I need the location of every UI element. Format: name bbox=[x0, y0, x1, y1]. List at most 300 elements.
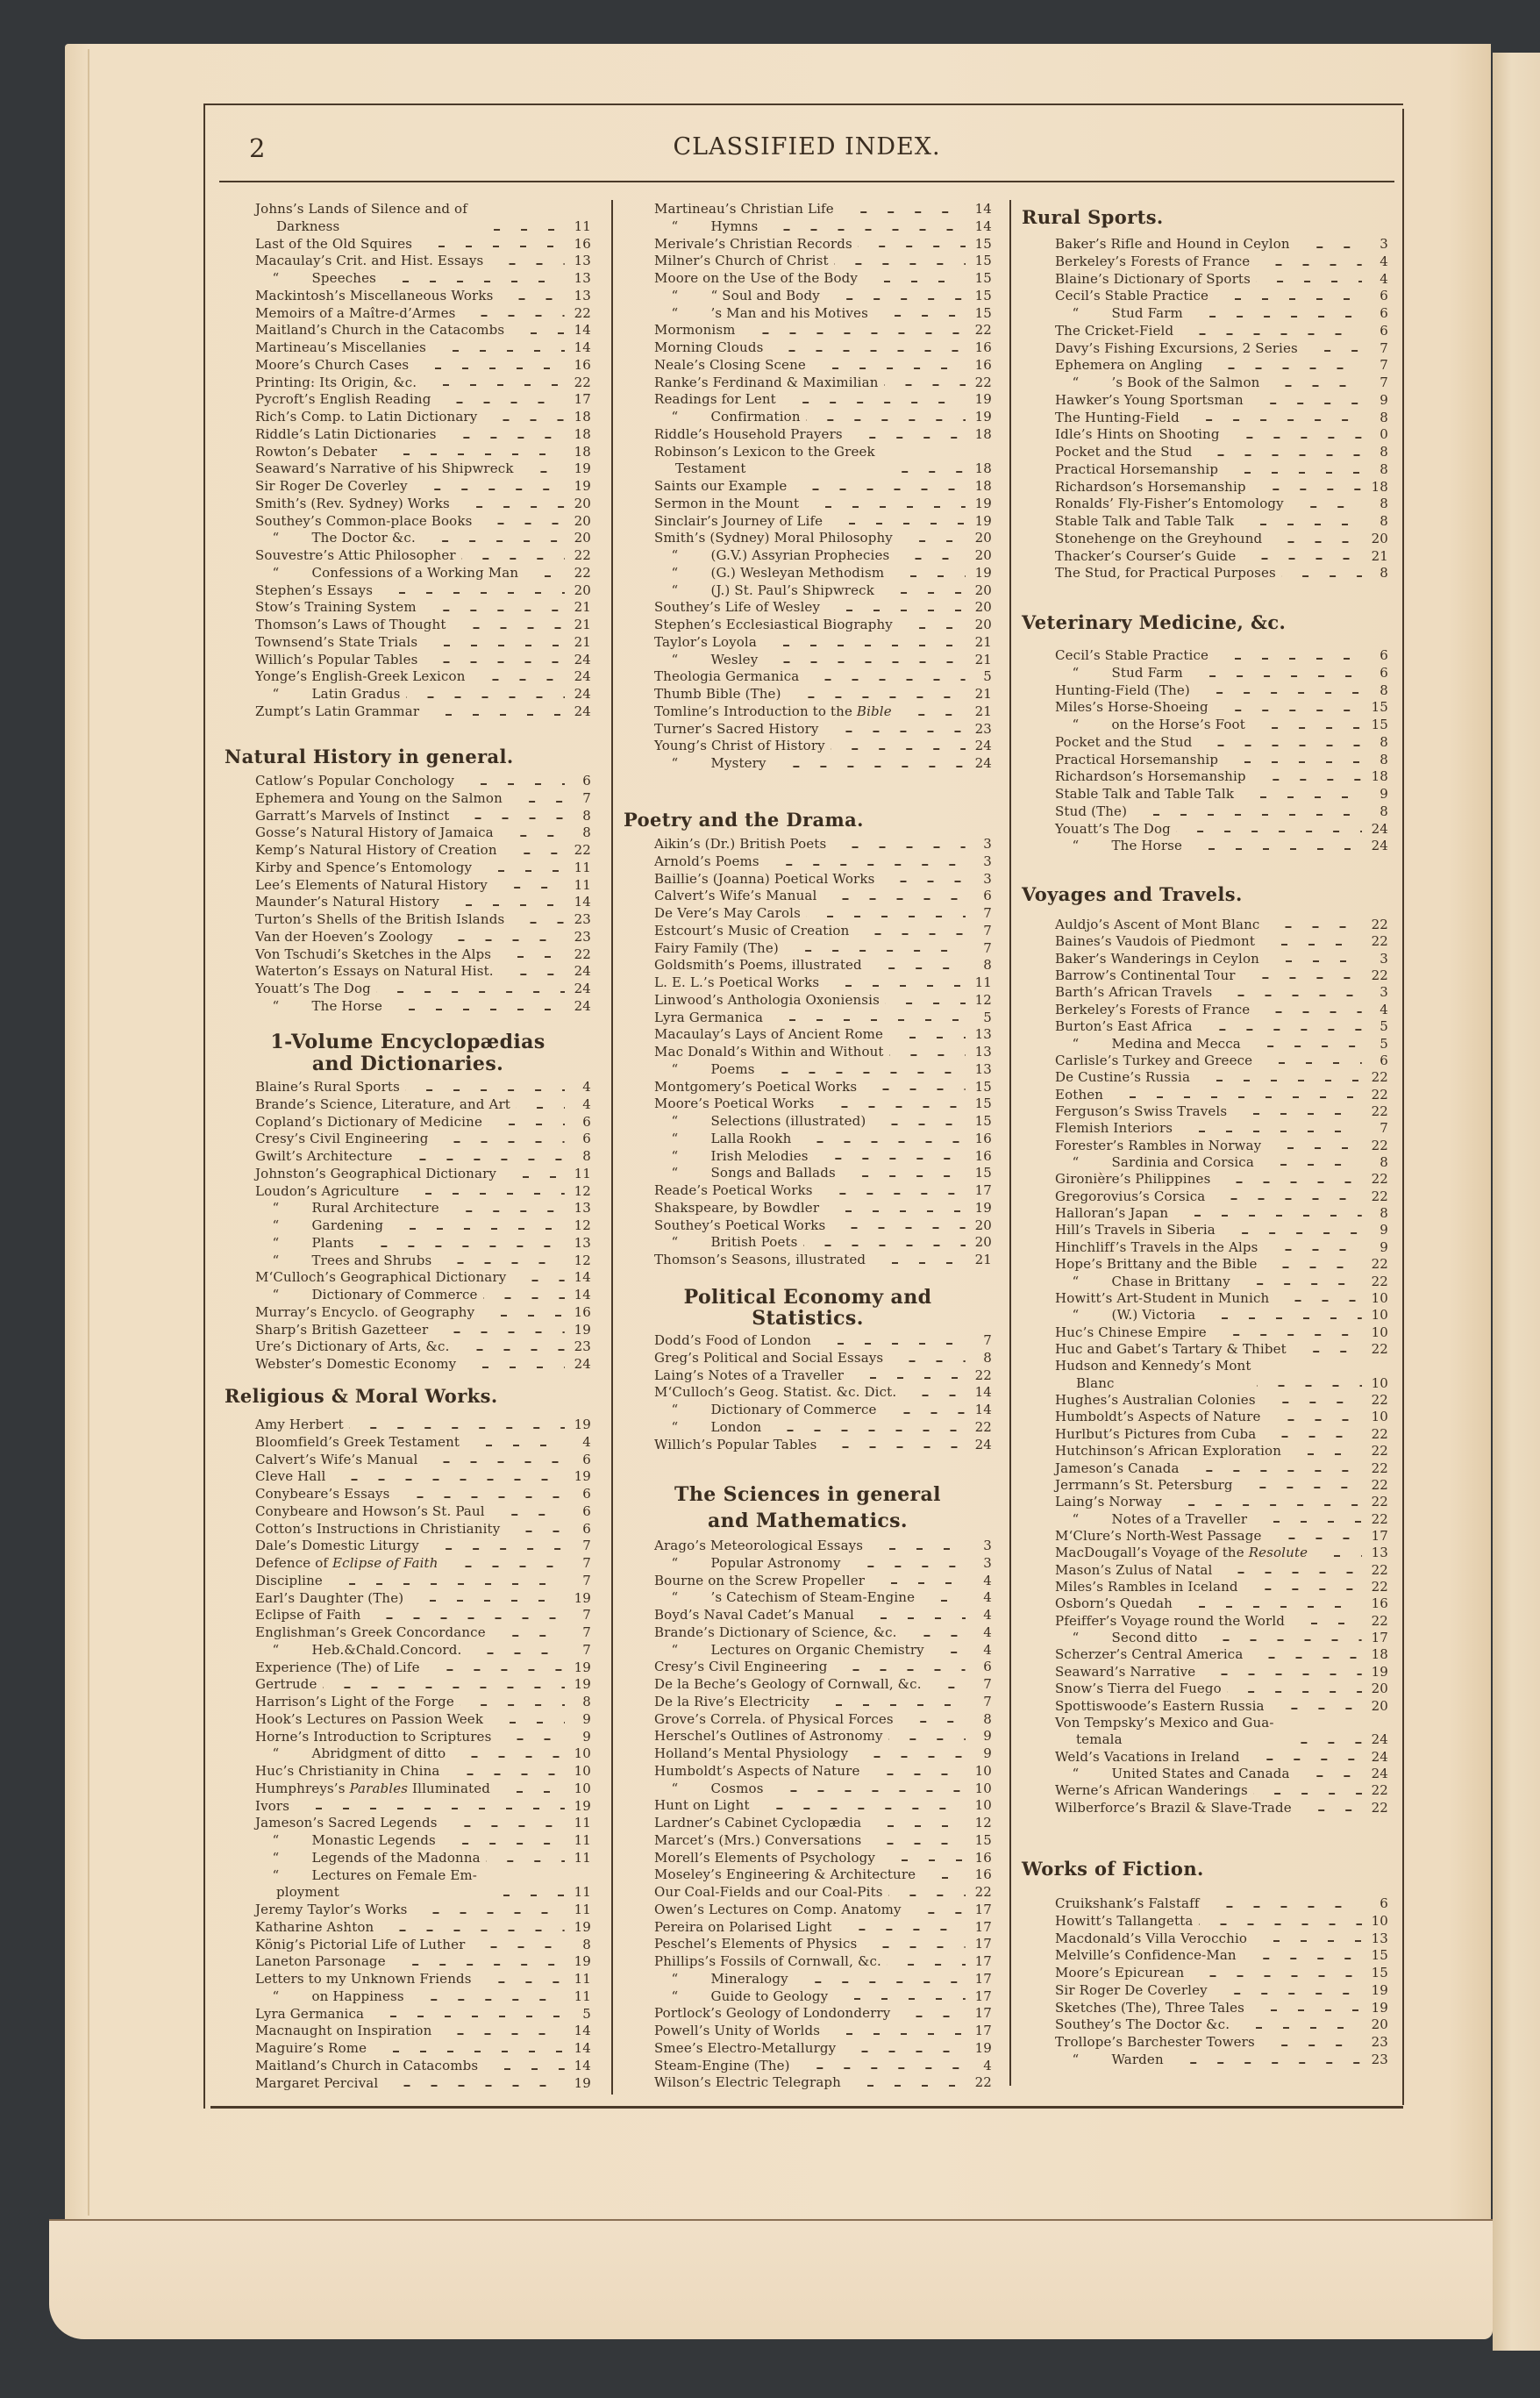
index-entry bbox=[654, 253, 992, 270]
entry-title-text: Medina and Mecca bbox=[1111, 1035, 1241, 1052]
entry-title-text: Sinclair’s Journey of Life bbox=[654, 512, 823, 529]
entry-title bbox=[654, 1079, 857, 1096]
entry-title bbox=[255, 357, 409, 375]
entry-title bbox=[654, 1728, 883, 1745]
entry-title bbox=[654, 582, 874, 600]
entry-title bbox=[654, 253, 829, 270]
index-entry bbox=[255, 1745, 591, 1763]
dot-leader bbox=[811, 368, 966, 369]
entry-title bbox=[255, 1183, 399, 1201]
entry-title-text: De Vere’s May Carols bbox=[654, 905, 801, 921]
entry-title bbox=[255, 1763, 440, 1781]
entry-title-text: Eothen bbox=[1055, 1086, 1104, 1103]
page-reference: 10 bbox=[974, 1762, 992, 1779]
index-entry bbox=[1055, 647, 1388, 665]
index-entry bbox=[654, 703, 992, 721]
ditto-mark: “ bbox=[671, 1418, 679, 1435]
ditto-mark: “ bbox=[671, 218, 679, 234]
entry-title bbox=[255, 2023, 431, 2040]
entry-title-text: Popular Astronomy bbox=[710, 1554, 841, 1571]
index-entry bbox=[255, 860, 591, 877]
entry-title-text: Marcet’s (Mrs.) Conversations bbox=[654, 1831, 862, 1848]
entry-title bbox=[1055, 1528, 1262, 1545]
next-page-edge bbox=[1493, 53, 1540, 2351]
dot-leader bbox=[1225, 437, 1362, 439]
index-entry bbox=[1055, 565, 1388, 582]
page-reference: 11 bbox=[574, 876, 591, 893]
index-entry bbox=[654, 1607, 992, 1624]
index-entry bbox=[1055, 768, 1388, 786]
entry-title bbox=[1055, 565, 1276, 582]
page-reference: 8 bbox=[1380, 803, 1388, 819]
index-entry bbox=[654, 940, 992, 958]
dot-leader bbox=[831, 846, 966, 848]
entry-title-text: Ephemera on Angling bbox=[1055, 357, 1203, 374]
page-reference: 13 bbox=[974, 1060, 992, 1077]
page-reference: 20 bbox=[1371, 2016, 1388, 2033]
entry-title bbox=[255, 288, 493, 305]
dot-leader bbox=[482, 419, 565, 421]
page-reference: 13 bbox=[574, 253, 591, 269]
dot-leader bbox=[524, 575, 565, 577]
index-entry bbox=[654, 201, 992, 218]
entry-title bbox=[654, 2074, 841, 2092]
dot-leader bbox=[862, 1088, 966, 1090]
entry-title bbox=[654, 1676, 922, 1694]
entry-title bbox=[654, 1624, 897, 1642]
index-entry bbox=[255, 547, 591, 565]
entry-title-text: Hawker’s Young Sportsman bbox=[1055, 391, 1244, 408]
dot-leader bbox=[409, 1600, 565, 1602]
page-reference: 22 bbox=[1371, 1510, 1388, 1527]
dot-leader bbox=[768, 350, 966, 352]
page-reference: 21 bbox=[974, 686, 992, 702]
entry-title bbox=[1055, 1715, 1274, 1749]
page-reference: 9 bbox=[983, 1745, 992, 1761]
page-reference: 8 bbox=[1380, 565, 1388, 582]
entry-title-text: Sir Roger De Coverley bbox=[255, 478, 408, 494]
index-entry bbox=[1055, 1545, 1388, 1561]
dot-leader bbox=[488, 263, 565, 265]
entry-title-text: The Cricket-Field bbox=[1055, 322, 1174, 339]
index-entry bbox=[654, 2005, 992, 2023]
dot-leader bbox=[888, 1360, 966, 1362]
dot-leader bbox=[516, 1107, 565, 1109]
dot-leader bbox=[816, 1343, 966, 1345]
dot-leader bbox=[438, 939, 565, 941]
dot-leader bbox=[820, 1106, 966, 1108]
section-heading: Rural Sports. bbox=[1022, 206, 1164, 228]
page-reference: 14 bbox=[974, 218, 992, 234]
entry-title-text: Notes of a Traveller bbox=[1111, 1510, 1248, 1527]
index-entry bbox=[654, 1402, 992, 1419]
entry-title-text: Hunt on Light bbox=[654, 1797, 750, 1814]
entry-title-text: Pycroft’s English Reading bbox=[255, 391, 431, 408]
dot-leader bbox=[1259, 1164, 1362, 1166]
entry-title bbox=[1055, 1443, 1281, 1459]
page-reference: 8 bbox=[582, 1148, 591, 1164]
entry-title-text: Arago’s Meteorological Essays bbox=[654, 1538, 864, 1553]
dot-leader bbox=[1262, 1267, 1362, 1268]
page-reference: 7 bbox=[983, 905, 992, 921]
entry-title bbox=[1055, 967, 1236, 984]
dot-leader bbox=[508, 801, 565, 803]
dot-leader bbox=[1132, 814, 1362, 816]
entry-title-text: MacDougall’s Voyage of the Resolute bbox=[1055, 1545, 1308, 1561]
page-reference: 8 bbox=[1380, 751, 1388, 767]
entry-title bbox=[255, 790, 503, 808]
entry-title bbox=[1055, 1205, 1168, 1222]
page-reference: 12 bbox=[974, 1815, 992, 1831]
dot-leader bbox=[841, 2051, 966, 2052]
index-entry bbox=[654, 478, 992, 496]
dot-leader bbox=[1267, 541, 1362, 543]
dot-leader bbox=[455, 506, 565, 508]
entry-title bbox=[1055, 1036, 1241, 1053]
entry-title-text: Hudson and Kennedy’s Mont Blanc bbox=[1055, 1358, 1251, 1391]
dot-leader bbox=[1169, 2062, 1362, 2064]
entry-title bbox=[255, 1676, 317, 1694]
page-reference: 22 bbox=[1371, 1561, 1388, 1578]
entry-title-text: Smith’s (Rev. Sydney) Works bbox=[255, 495, 450, 511]
dot-leader bbox=[381, 281, 565, 282]
entry-title bbox=[1055, 496, 1284, 513]
page-reference: 7 bbox=[582, 789, 591, 806]
entry-title bbox=[1055, 917, 1259, 933]
page-reference: 24 bbox=[974, 738, 992, 754]
section-heading: Religious & Moral Works. bbox=[225, 1385, 498, 1407]
entry-title-text: Ronalds’ Fly-Fisher’s Entomology bbox=[1055, 496, 1284, 512]
entry-title-text: Sketches (The), Three Tales bbox=[1055, 1999, 1245, 2016]
dot-leader bbox=[505, 1531, 565, 1532]
entry-title-text: Gertrude bbox=[255, 1676, 317, 1693]
page-reference: 13 bbox=[1371, 1545, 1388, 1561]
index-entry bbox=[654, 2040, 992, 2058]
page-reference: 23 bbox=[1371, 2034, 1388, 2050]
index-entry bbox=[654, 1555, 992, 1573]
dot-leader bbox=[1173, 1215, 1362, 1217]
page-reference: 15 bbox=[974, 287, 992, 303]
entry-title-text: Gwilt’s Architecture bbox=[255, 1148, 393, 1164]
page-reference: 14 bbox=[574, 1269, 591, 1286]
entry-title bbox=[255, 1079, 400, 1096]
entry-title bbox=[255, 1729, 491, 1746]
page-reference: 7 bbox=[582, 1624, 591, 1640]
dot-leader bbox=[1313, 1555, 1362, 1557]
entry-title bbox=[654, 236, 852, 253]
page-reference: 8 bbox=[983, 1710, 992, 1727]
index-entry bbox=[654, 599, 992, 617]
page-reference: 19 bbox=[574, 1589, 591, 1606]
page-reference: 17 bbox=[974, 1953, 992, 1969]
page-reference: 13 bbox=[1371, 1930, 1388, 1946]
page-reference: 15 bbox=[974, 1113, 992, 1129]
index-entry bbox=[1055, 513, 1388, 531]
page-reference: 11 bbox=[574, 1849, 591, 1866]
entry-title bbox=[255, 1971, 472, 1988]
entry-title-text: Ivors bbox=[255, 1797, 290, 1814]
entry-title bbox=[1055, 803, 1127, 821]
entry-title bbox=[1055, 768, 1246, 786]
index-entry bbox=[255, 1304, 591, 1322]
index-entry bbox=[654, 1165, 992, 1182]
entry-title bbox=[654, 1131, 791, 1148]
index-entry bbox=[1055, 786, 1388, 803]
entry-title-text: Wesley bbox=[710, 651, 759, 667]
ditto-mark: “ bbox=[272, 1745, 280, 1762]
index-entry bbox=[1055, 1715, 1388, 1749]
index-entry bbox=[1055, 1646, 1388, 1663]
entry-title bbox=[255, 2058, 478, 2075]
page-reference: 17 bbox=[1371, 1527, 1388, 1544]
ditto-mark: “ bbox=[272, 270, 280, 286]
index-entry bbox=[654, 444, 992, 479]
page-reference: 19 bbox=[1371, 1663, 1388, 1680]
dot-leader bbox=[1289, 506, 1362, 508]
dot-leader bbox=[423, 1461, 565, 1463]
index-entry bbox=[1055, 665, 1388, 682]
entry-title-text: Phillips’s Fossils of Cornwall, &c. bbox=[654, 1953, 881, 1969]
entry-title bbox=[255, 981, 371, 998]
index-entry bbox=[255, 1937, 591, 1954]
ditto-mark: “ bbox=[671, 755, 679, 771]
entry-title bbox=[255, 1953, 386, 1971]
entry-title bbox=[255, 1356, 456, 1374]
entry-title bbox=[1055, 1947, 1237, 1965]
entry-title-text: Practical Horsemanship bbox=[1055, 460, 1219, 477]
entry-title bbox=[654, 1919, 832, 1937]
index-entry bbox=[255, 1356, 591, 1374]
index-entry bbox=[255, 1729, 591, 1746]
page-reference: 14 bbox=[574, 894, 591, 910]
index-entry bbox=[255, 1867, 591, 1902]
entry-title-text: Thomson’s Laws of Thought bbox=[255, 617, 446, 632]
dot-leader bbox=[898, 627, 966, 629]
entry-title-text: Brande’s Science, Literature, and Art bbox=[255, 1096, 510, 1112]
page-reference: 23 bbox=[574, 911, 591, 927]
ditto-mark: “ bbox=[1072, 1154, 1080, 1171]
dot-leader bbox=[1223, 472, 1362, 474]
index-entry bbox=[1055, 1494, 1388, 1510]
entry-title-text: Calvert’s Wife’s Manual bbox=[255, 1451, 418, 1467]
entry-title-text: Mormonism bbox=[654, 322, 736, 339]
entry-title-text: Stable Talk and Table Talk bbox=[1055, 513, 1235, 529]
entry-title-text: Our Coal-Fields and our Coal-Pits bbox=[654, 1884, 883, 1900]
entry-title-text: Mackintosh’s Miscellaneous Works bbox=[255, 287, 494, 303]
ditto-mark: “ bbox=[272, 1252, 280, 1268]
page-reference: 15 bbox=[1371, 1965, 1388, 1980]
index-entry bbox=[654, 1711, 992, 1729]
index-entry bbox=[255, 652, 591, 669]
entry-title bbox=[654, 1217, 825, 1235]
index-entry bbox=[1055, 1002, 1388, 1018]
entry-title-text: Howitt’s Art-Student in Munich bbox=[1055, 1289, 1270, 1306]
page-reference: 20 bbox=[974, 599, 992, 616]
dot-leader bbox=[1189, 1975, 1362, 1977]
dot-leader bbox=[822, 898, 966, 900]
dot-leader bbox=[433, 1141, 565, 1143]
dot-leader bbox=[1239, 524, 1362, 525]
dot-leader bbox=[1270, 1708, 1362, 1709]
index-entry bbox=[1055, 288, 1388, 305]
entry-title bbox=[654, 1182, 813, 1200]
page-reference: 6 bbox=[582, 1113, 591, 1130]
index-entry bbox=[654, 1148, 992, 1166]
dot-leader bbox=[1246, 1046, 1362, 1047]
index-entry bbox=[255, 1131, 591, 1148]
index-entry bbox=[1055, 1103, 1388, 1120]
dot-leader bbox=[867, 967, 966, 969]
entry-title-text: Turton’s Shells of the British Islands bbox=[255, 911, 505, 927]
page-reference: 23 bbox=[974, 720, 992, 737]
entry-title bbox=[654, 1165, 836, 1182]
index-entry bbox=[654, 1936, 992, 1953]
index-entry bbox=[255, 842, 591, 860]
dot-leader bbox=[498, 298, 565, 300]
entry-title-text: Howitt’s Tallangetta bbox=[1055, 1912, 1194, 1929]
entry-title bbox=[1055, 1698, 1265, 1715]
dot-leader bbox=[884, 384, 966, 386]
entry-title-text: Waterton’s Essays on Natural Hist. bbox=[255, 963, 494, 980]
page-reference: 19 bbox=[974, 512, 992, 529]
index-entry bbox=[654, 1919, 992, 1937]
entry-title bbox=[654, 1745, 848, 1763]
index-entry bbox=[1055, 236, 1388, 253]
entry-title bbox=[255, 1253, 431, 1270]
entry-title-text: Sardinia and Corsica bbox=[1111, 1154, 1254, 1171]
entry-title-text: Mac Donald’s Within and Without bbox=[654, 1044, 884, 1060]
entry-title-text: M‘Clure’s North-West Passage bbox=[1055, 1527, 1262, 1544]
entry-title bbox=[255, 409, 477, 426]
page-reference: 16 bbox=[974, 1866, 992, 1883]
entry-title-text: Thumb Bible (The) bbox=[654, 686, 781, 702]
entry-title-text: Willich’s Popular Tables bbox=[654, 1436, 817, 1452]
dot-leader bbox=[328, 1583, 565, 1585]
dot-leader bbox=[1241, 977, 1362, 979]
entry-title-text: Van der Hoeven’s Zoology bbox=[255, 928, 433, 945]
dot-leader bbox=[1199, 1923, 1363, 1925]
index-entry bbox=[1055, 1307, 1388, 1324]
dot-leader bbox=[477, 1981, 565, 1983]
page-reference: 18 bbox=[1371, 1646, 1388, 1663]
entry-title-text: Margaret Percival bbox=[255, 2074, 379, 2091]
dot-leader bbox=[470, 1946, 565, 1948]
index-entry bbox=[1055, 1511, 1388, 1528]
page-reference: 7 bbox=[582, 1607, 591, 1624]
index-entry bbox=[1055, 1595, 1388, 1612]
ditto-mark: “ bbox=[671, 409, 679, 425]
index-entry bbox=[1055, 1341, 1388, 1358]
index-entry bbox=[255, 357, 591, 375]
entry-title-text: Speeches bbox=[311, 270, 376, 286]
dot-leader bbox=[1223, 761, 1362, 763]
dot-leader bbox=[831, 1227, 966, 1229]
page-reference: 6 bbox=[582, 1520, 591, 1537]
ditto-mark: “ bbox=[671, 1589, 679, 1606]
index-entry bbox=[255, 1183, 591, 1201]
dot-leader bbox=[422, 384, 565, 386]
entry-title-text: Lectures on Female Em- ployment bbox=[276, 1866, 478, 1901]
dot-leader bbox=[1252, 1940, 1362, 1942]
entry-title bbox=[654, 1832, 861, 1850]
page-reference: 17 bbox=[974, 2005, 992, 2022]
index-entry bbox=[654, 634, 992, 652]
entry-title-text: Stud Farm bbox=[1111, 664, 1183, 681]
entry-title-text: Martineau’s Christian Life bbox=[654, 201, 834, 217]
dot-leader bbox=[902, 1395, 966, 1396]
index-entry bbox=[1055, 357, 1388, 375]
index-entry bbox=[654, 974, 992, 992]
index-entry bbox=[255, 1988, 591, 2006]
index-entry bbox=[255, 686, 591, 703]
entry-title bbox=[1055, 461, 1218, 479]
index-entry bbox=[654, 1589, 992, 1607]
page-reference: 15 bbox=[974, 1078, 992, 1095]
page-reference: 6 bbox=[582, 1486, 591, 1502]
dot-leader bbox=[471, 679, 565, 681]
index-entry bbox=[255, 478, 591, 496]
dot-leader bbox=[1250, 2009, 1362, 2011]
dot-leader bbox=[881, 471, 966, 473]
entry-title-text: Hook’s Lectures on Passion Week bbox=[255, 1710, 484, 1727]
page-reference: 12 bbox=[974, 991, 992, 1008]
index-entry bbox=[255, 375, 591, 392]
index-entry bbox=[654, 668, 992, 686]
page-reference: 20 bbox=[574, 582, 591, 598]
page-reference: 22 bbox=[574, 304, 591, 321]
entry-title bbox=[654, 2005, 890, 2023]
entry-title bbox=[1055, 1800, 1292, 1816]
index-entry bbox=[255, 1850, 591, 1867]
index-entry bbox=[1055, 2034, 1388, 2052]
index-section bbox=[1022, 206, 1388, 582]
entry-title bbox=[255, 1338, 450, 1356]
index-entry bbox=[1055, 2016, 1388, 2034]
entry-title bbox=[654, 1096, 815, 1113]
index-entry bbox=[654, 1953, 992, 1971]
entry-title bbox=[255, 201, 467, 236]
dot-leader bbox=[488, 1722, 565, 1724]
index-entry bbox=[654, 409, 992, 426]
entry-title bbox=[255, 565, 518, 582]
entry-list bbox=[624, 1538, 992, 2092]
dot-leader bbox=[1281, 575, 1362, 577]
dot-leader bbox=[1188, 675, 1362, 677]
page-reference: 3 bbox=[1380, 950, 1388, 967]
index-entry bbox=[1055, 1982, 1388, 2000]
dot-leader bbox=[787, 696, 966, 698]
entry-title-text: Tomline’s Introduction to the Bible bbox=[654, 703, 892, 719]
dot-leader bbox=[1214, 298, 1362, 300]
entry-title bbox=[1055, 1477, 1233, 1494]
dot-leader bbox=[1167, 1504, 1362, 1506]
entry-title-text: ’s Man and his Motives bbox=[710, 304, 868, 321]
index-entry bbox=[1055, 1222, 1388, 1238]
entry-title bbox=[1055, 1913, 1194, 1931]
entry-title bbox=[1055, 1239, 1258, 1256]
dot-leader bbox=[467, 1652, 565, 1654]
entry-title-text: Willich’s Popular Tables bbox=[255, 651, 418, 667]
ditto-mark: “ bbox=[272, 1200, 280, 1217]
dot-leader bbox=[885, 1003, 966, 1004]
entry-title bbox=[1055, 1138, 1261, 1154]
entry-title bbox=[1055, 1630, 1197, 1646]
dot-leader bbox=[423, 645, 565, 646]
entry-title bbox=[255, 668, 466, 686]
dot-leader bbox=[451, 1756, 565, 1758]
entry-title-text: Peschel’s Elements of Physics bbox=[654, 1936, 858, 1952]
index-entry bbox=[1055, 951, 1388, 967]
